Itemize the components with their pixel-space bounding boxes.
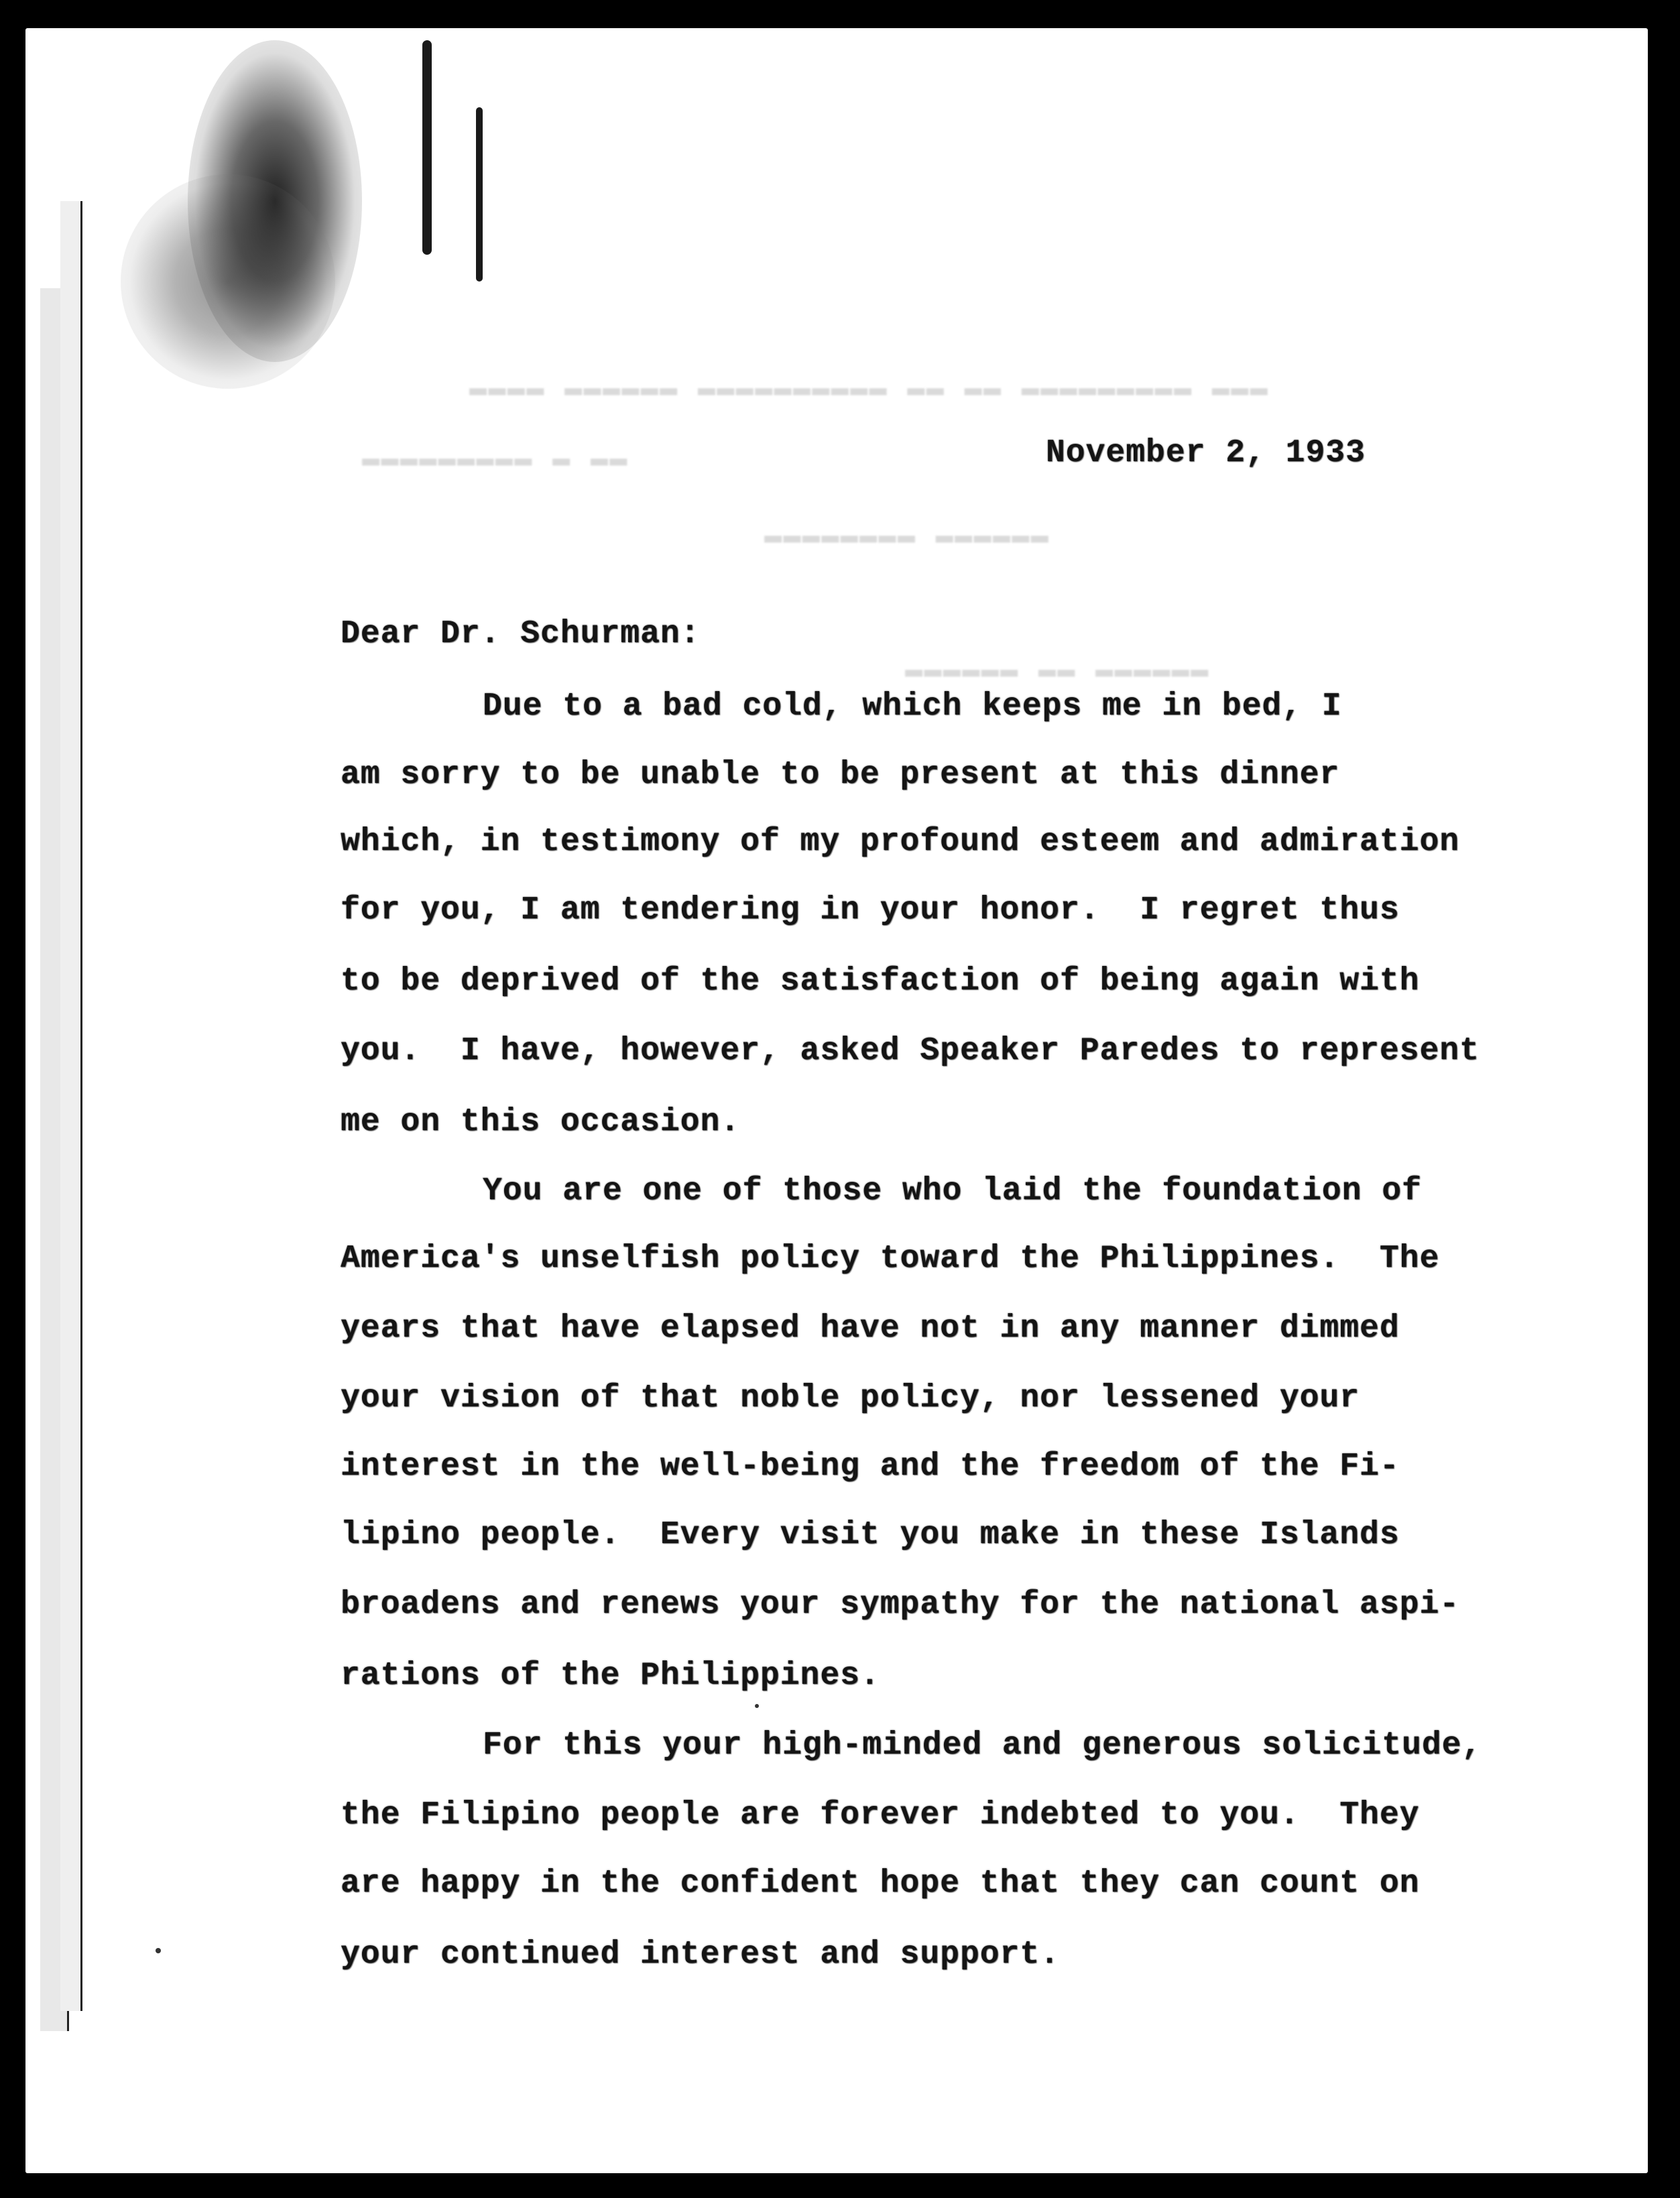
bleed-through-text: ▬▬▬▬▬▬▬▬ ▬▬▬▬▬▬ <box>764 520 1051 553</box>
letter-line: For this your high-minded and generous solicitude, <box>483 1727 1482 1764</box>
letter-line: which, in testimony of my profound esteem and admiration <box>341 824 1460 860</box>
letter-line: your vision of that noble policy, nor lessened your <box>341 1380 1360 1416</box>
letter-line: are happy in the confident hope that they can count on <box>341 1866 1420 1902</box>
letter-date: November 2, 1933 <box>1046 435 1366 471</box>
letter-salutation: Dear Dr. Schurman: <box>341 616 701 652</box>
letter-line: interest in the well-being and the freedom of the Fi- <box>341 1449 1400 1485</box>
dust-speck <box>755 1704 759 1708</box>
letter-line: Due to a bad cold, which keeps me in bed, I <box>483 688 1342 725</box>
bleed-through-text: ▬▬▬▬▬▬▬▬▬ ▬ ▬▬ <box>362 442 629 476</box>
letter-line: am sorry to be unable to be present at this dinner <box>341 757 1340 793</box>
letter-line: you. I have, however, asked Speaker Paredes to represent <box>341 1033 1480 1069</box>
letter-line: your continued interest and support. <box>341 1937 1060 1973</box>
letter-line: rations of the Philippines. <box>341 1658 880 1694</box>
letter-line: broadens and renews your sympathy for the national aspi- <box>341 1587 1460 1623</box>
bleed-through-text: ▬▬▬▬▬▬ ▬▬ ▬▬▬▬▬▬ <box>905 654 1210 687</box>
letter-line: years that have elapsed have not in any manner dimmed <box>341 1310 1400 1347</box>
letter-line: me on this occasion. <box>341 1104 741 1140</box>
letter-line: the Filipino people are forever indebted to you. They <box>341 1797 1420 1833</box>
bleed-through-text: ▬▬▬▬ ▬▬▬▬▬▬ ▬▬▬▬▬▬▬▬▬▬ ▬▬ ▬▬ ▬▬▬▬▬▬▬▬▬ ▬▬▬ <box>469 372 1269 406</box>
paper-clip-mark <box>422 40 432 255</box>
letter-line: lipino people. Every visit you make in these Islands <box>341 1517 1400 1553</box>
ink-smudge <box>121 174 335 389</box>
letter-line: America's unselfish policy toward the Philippines. The <box>341 1241 1440 1277</box>
letter-line: You are one of those who laid the foundation of <box>483 1173 1422 1209</box>
dust-speck <box>156 1948 161 1953</box>
underlying-sheet-edge <box>60 201 82 2011</box>
letter-line: to be deprived of the satisfaction of being again with <box>341 963 1420 999</box>
letter-line: for you, I am tendering in your honor. I regret thus <box>341 892 1400 928</box>
paper-clip-mark <box>476 107 483 282</box>
